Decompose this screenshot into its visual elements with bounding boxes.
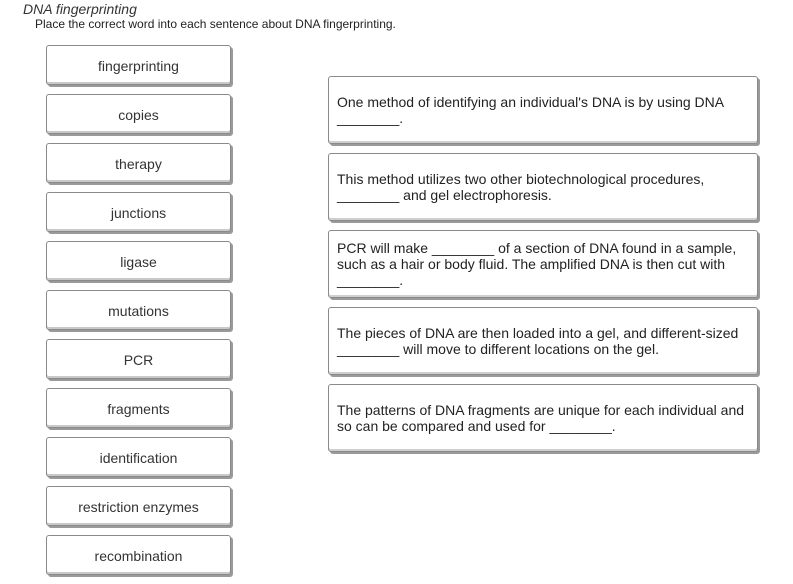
word-tile-copies[interactable]: copies [46, 94, 231, 134]
word-tile-restriction-enzymes[interactable]: restriction enzymes [46, 486, 231, 526]
word-tile-junctions[interactable]: junctions [46, 192, 231, 232]
word-tile-fingerprinting[interactable]: fingerprinting [46, 45, 231, 85]
word-tile-identification[interactable]: identification [46, 437, 231, 477]
sentence-drop-target-4[interactable] [328, 307, 758, 375]
sentence-drop-target-5[interactable] [328, 384, 758, 452]
sentence-text: PCR will make ________ of a section of DNA found in a sample, such as a hair or body fluid. The amplified DNA is then cut with ________. [337, 240, 737, 288]
sentence-text: The pieces of DNA are then loaded into a gel, and different-sized ________ will move to different locations on the gel. [337, 325, 739, 357]
sentence-drop-target-1[interactable] [328, 76, 758, 144]
sentence-drop-target-3[interactable] [328, 230, 758, 298]
word-bank [46, 45, 231, 584]
word-tile-mutations[interactable]: mutations [46, 290, 231, 330]
word-tile-ligase[interactable]: ligase [46, 241, 231, 281]
word-tile-recombination[interactable]: recombination [46, 535, 231, 575]
word-tile-pcr[interactable]: PCR [46, 339, 231, 379]
sentence-list [328, 76, 758, 461]
sentence-drop-target-2[interactable] [328, 153, 758, 221]
word-tile-fragments[interactable]: fragments [46, 388, 231, 428]
sentence-text: One method of identifying an individual's DNA is by using DNA ________. [337, 94, 724, 126]
instructions: Place the correct word into each sentence about DNA fingerprinting. [35, 17, 396, 31]
page-title: DNA fingerprinting [23, 1, 137, 17]
sentence-text: The patterns of DNA fragments are unique for each individual and so can be compared and used for ________. [337, 402, 745, 434]
word-tile-therapy[interactable]: therapy [46, 143, 231, 183]
sentence-text: This method utilizes two other biotechnological procedures, ________ and gel electrophoresis. [337, 171, 705, 203]
